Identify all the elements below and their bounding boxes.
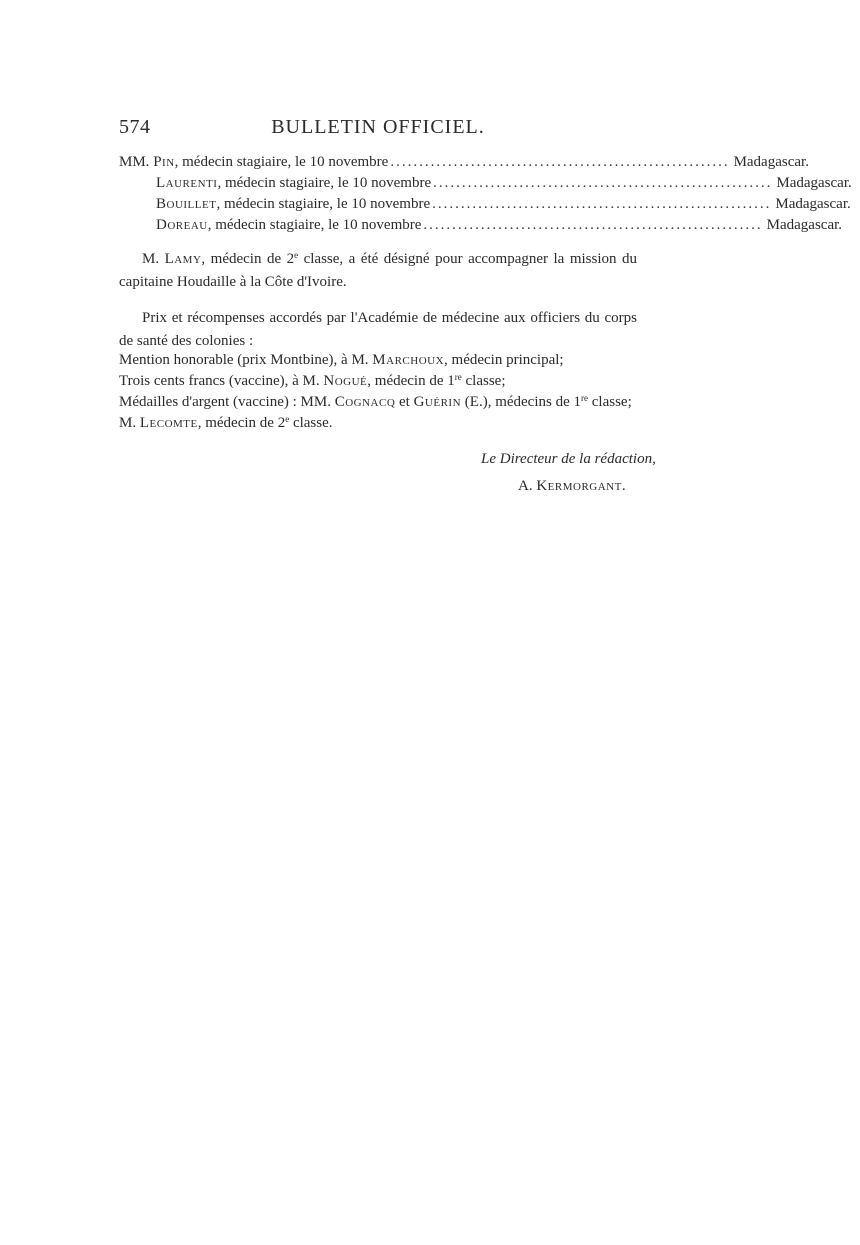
running-title: BULLETIN OFFICIEL. [271,116,485,138]
awards-list [119,350,637,434]
person-name: Lamy [164,251,202,267]
posting-detail: , médecin stagiaire, le 10 novembre [216,196,431,212]
posting-entry [119,215,843,236]
person-name: Bouillet [156,196,217,212]
posting-detail: , médecin stagiaire, le 10 novembre [217,175,432,191]
dot-leader: ........................................................... [423,217,763,233]
award-lecomte: M. Lecomte, médecin de 2e classe. [119,414,333,431]
person-name: Doreau [156,217,208,233]
page-header [119,116,637,142]
posting-destination: Madagascar. [775,196,851,212]
signature-role: Le Directeur de la rédaction, [481,451,656,467]
page-number: 574 [119,116,151,138]
posting-detail: , médecin stagiaire, le 10 novembre [207,217,422,233]
posting-text [119,215,421,236]
person-name: Laurenti [156,175,218,191]
posting-detail: , médecin stagiaire, le 10 novembre [174,154,389,170]
posting-text [119,152,388,173]
posting-entry [119,152,809,173]
dot-leader: ........................................................... [432,196,772,212]
posting-text [119,194,430,215]
lamy-paragraph: M. Lamy, médecin de 2e classe, a été désigné pour accompagner la mission du capitaine Houdaille à la Côte d'Ivoire. [119,250,637,290]
signatory-name: Kermorgant. [536,478,627,494]
posting-entry [119,173,852,194]
award-mention: Mention honorable (prix Montbine), à M. Marchoux, médecin principal; [119,352,564,368]
dot-leader: ........................................................... [390,154,730,170]
signature-name: A. Kermorgant. [518,478,627,494]
person-name: Guérin [413,394,462,410]
person-name: Cognacq [334,394,396,410]
person-name: Pin [153,154,175,170]
person-name: Nogué [323,373,368,389]
person-name: Lecomte [139,415,198,431]
person-name: Marchoux [372,352,445,368]
posting-destination: Madagascar. [766,217,843,233]
prix-paragraph: Prix et récompenses accordés par l'Académie de médecine aux officiers du corps de santé des colonies : [119,310,637,349]
posting-destination: Madagascar. [733,154,809,170]
postings-list [119,152,852,236]
award-medailles: Médailles d'argent (vaccine) : MM. Cognacq et Guérin (E.), médecins de 1re classe; [119,393,632,410]
posting-text [119,173,431,194]
posting-destination: Madagascar. [776,175,852,191]
posting-prefix: MM. [119,154,154,170]
posting-entry [119,194,851,215]
dot-leader: ........................................................... [433,175,773,191]
award-trois-cents: Trois cents francs (vaccine), à M. Nogué, médecin de 1re classe; [119,372,506,389]
